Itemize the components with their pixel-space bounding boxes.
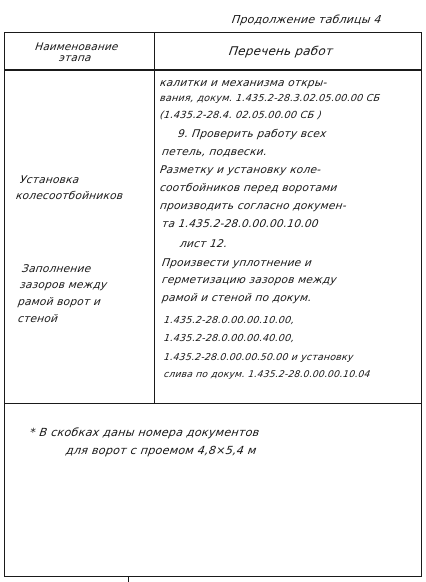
works-line: лист 12. (179, 238, 229, 250)
works-line: вания, докум. 1.435.2-28.3.02.05.00.00 СБ (159, 93, 382, 104)
works-line: Произвести уплотнение и (161, 257, 313, 269)
header-bottom-border (4, 69, 422, 71)
stage-label: Установка (19, 174, 81, 186)
body-bottom-border (4, 403, 422, 404)
works-line: та 1.435.2-28.0.00.00.10.00 (161, 218, 320, 230)
works-line: соотбойников перед воротами (159, 182, 339, 194)
works-line: 1.435.2-28.0.00.00.50.00 и установку (163, 352, 355, 363)
works-line: 9. Проверить работу всех (177, 128, 328, 140)
table-left-border (4, 32, 5, 577)
works-line: петель, подвески. (161, 146, 269, 158)
footnote-line: для ворот с проемом 4,8×5,4 м (65, 444, 258, 457)
column-header-stage-line-2: этапа (58, 52, 93, 64)
works-line: 1.435.2-28.0.00.00.40.00, (163, 333, 296, 344)
table-top-border (4, 32, 422, 33)
works-line: 1.435.2-28.0.00.00.10.00, (163, 315, 296, 326)
works-line: калитки и механизма откры- (159, 77, 329, 89)
footnote-line: * В скобках даны номера документов (29, 426, 261, 439)
works-line: герметизацию зазоров между (161, 274, 338, 286)
margin-mark (128, 576, 129, 582)
stage-label: стеной (17, 313, 59, 325)
works-line: слива по докум. 1.435.2-28.0.00.00.10.04 (163, 369, 372, 380)
column-header-stage-line-1: Наименование (34, 41, 120, 53)
continuation-title: Продолжение таблицы 4 (231, 13, 383, 26)
stage-label: Заполнение (21, 263, 93, 275)
stage-label: зазоров между (19, 279, 109, 291)
works-line: (1.435.2-28.4. 02.05.00.00 СБ ) (159, 110, 323, 121)
table-bottom-border (4, 576, 422, 577)
column-divider (154, 32, 155, 404)
stage-label: рамой ворот и (17, 296, 102, 308)
works-line: Разметку и установку коле- (159, 164, 322, 176)
works-line: рамой и стеной по докум. (161, 292, 313, 304)
works-line: производить согласно докумен- (159, 200, 348, 212)
column-header-stage (14, 42, 137, 64)
stage-label: колесоотбойников (15, 190, 125, 202)
column-header-works: Перечень работ (228, 44, 335, 58)
table-right-border (421, 32, 422, 577)
